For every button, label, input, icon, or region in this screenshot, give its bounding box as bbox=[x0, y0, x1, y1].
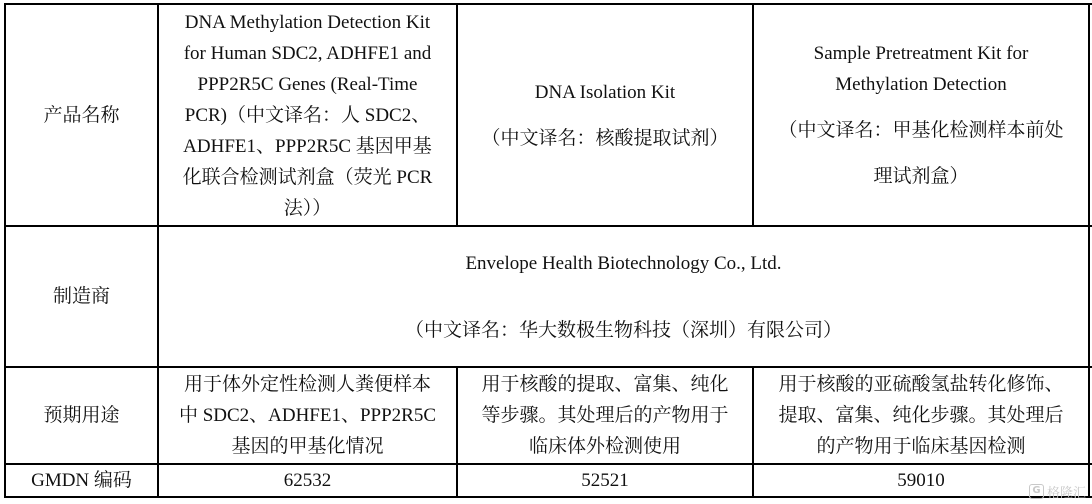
product-3-intended-use-line-1: 用于核酸的亚硫酸氢盐转化修饰、 bbox=[778, 374, 1064, 395]
product-3-gmdn-value: 59010 bbox=[897, 470, 945, 491]
product-1-intended-use-line-1: 用于体外定性检测人粪便样本 bbox=[183, 374, 431, 395]
row-label-intended-use-text: 预期用途 bbox=[43, 405, 120, 426]
product-2-name-cn: （中文译名：核酸提取试剂） bbox=[481, 127, 729, 149]
product-2-intended-use-line-1: 用于核酸的提取、富集、纯化 bbox=[481, 374, 729, 395]
product-3-intended-use-cell bbox=[754, 368, 1088, 463]
product-1-name-cell bbox=[159, 5, 456, 225]
product-2-name-en: DNA Isolation Kit bbox=[534, 81, 676, 103]
product-2-intended-use-cell bbox=[458, 368, 752, 463]
product-1-name-line-1: DNA Methylation Detection Kit bbox=[184, 11, 431, 33]
product-3-name-cn-line-1: （中文译名：甲基化检测样本前处 bbox=[778, 120, 1064, 141]
product-2-intended-use-line-3: 临床体外检测使用 bbox=[528, 436, 681, 457]
product-1-name-line-2: for Human SDC2, ADHFE1 and bbox=[183, 42, 432, 64]
product-1-intended-use-line-3: 基因的甲基化情况 bbox=[231, 436, 384, 457]
manufacturer-cell bbox=[159, 227, 1088, 366]
product-1-intended-use-cell bbox=[159, 368, 456, 463]
product-3-name-cn-line-2: 理试剂盒） bbox=[873, 166, 969, 187]
row-label-product-name-text: 产品名称 bbox=[43, 104, 120, 126]
product-1-name-line-7: 法）） bbox=[283, 197, 332, 219]
row-label-manufacturer-text: 制造商 bbox=[52, 286, 110, 307]
row-label-manufacturer bbox=[6, 227, 157, 366]
product-1-name-line-3: PPP2R5C Genes (Real-Time bbox=[197, 73, 418, 95]
product-1-name-line-5: ADHFE1、PPP2R5C 基因甲基 bbox=[183, 135, 432, 157]
watermark-text: 格隆汇 bbox=[1046, 486, 1086, 501]
product-3-name-cell bbox=[754, 5, 1088, 225]
row-label-intended-use bbox=[6, 368, 157, 463]
product-3-intended-use-line-2: 提取、富集、纯化步骤。其处理后 bbox=[778, 405, 1064, 426]
watermark bbox=[1029, 482, 1086, 501]
manufacturer-name-cn: （中文译名：华大数极生物科技（深圳）有限公司） bbox=[404, 319, 842, 341]
product-2-gmdn-cell bbox=[458, 465, 752, 496]
product-1-gmdn-value: 62532 bbox=[283, 470, 332, 491]
product-1-name-line-6: 化联合检测试剂盒（荧光 PCR bbox=[182, 166, 433, 188]
product-3-intended-use-line-3: 的产物用于临床基因检测 bbox=[816, 436, 1026, 457]
row-label-product-name bbox=[6, 5, 157, 225]
table-border-right bbox=[1088, 3, 1090, 498]
product-3-name-en-line-1: Sample Pretreatment Kit for bbox=[813, 43, 1029, 64]
product-1-intended-use-line-2: 中 SDC2、ADHFE1、PPP2R5C bbox=[178, 405, 437, 426]
table-border-bottom bbox=[4, 496, 1092, 498]
watermark-logo-icon: G bbox=[1029, 484, 1044, 499]
product-2-intended-use-line-2: 等步骤。其处理后的产物用于 bbox=[481, 405, 729, 426]
manufacturer-name-en: Envelope Health Biotechnology Co., Ltd. bbox=[465, 252, 782, 274]
row-label-gmdn-code bbox=[6, 465, 157, 496]
product-3-name-en-line-2: Methylation Detection bbox=[835, 74, 1007, 95]
product-2-name-cell bbox=[458, 5, 752, 225]
product-2-gmdn-value: 52521 bbox=[581, 470, 629, 491]
product-1-gmdn-cell bbox=[159, 465, 456, 496]
row-label-gmdn-code-text: GMDN 编码 bbox=[31, 470, 132, 491]
product-1-name-line-4: PCR)（中文译名：人 SDC2、 bbox=[184, 104, 431, 126]
